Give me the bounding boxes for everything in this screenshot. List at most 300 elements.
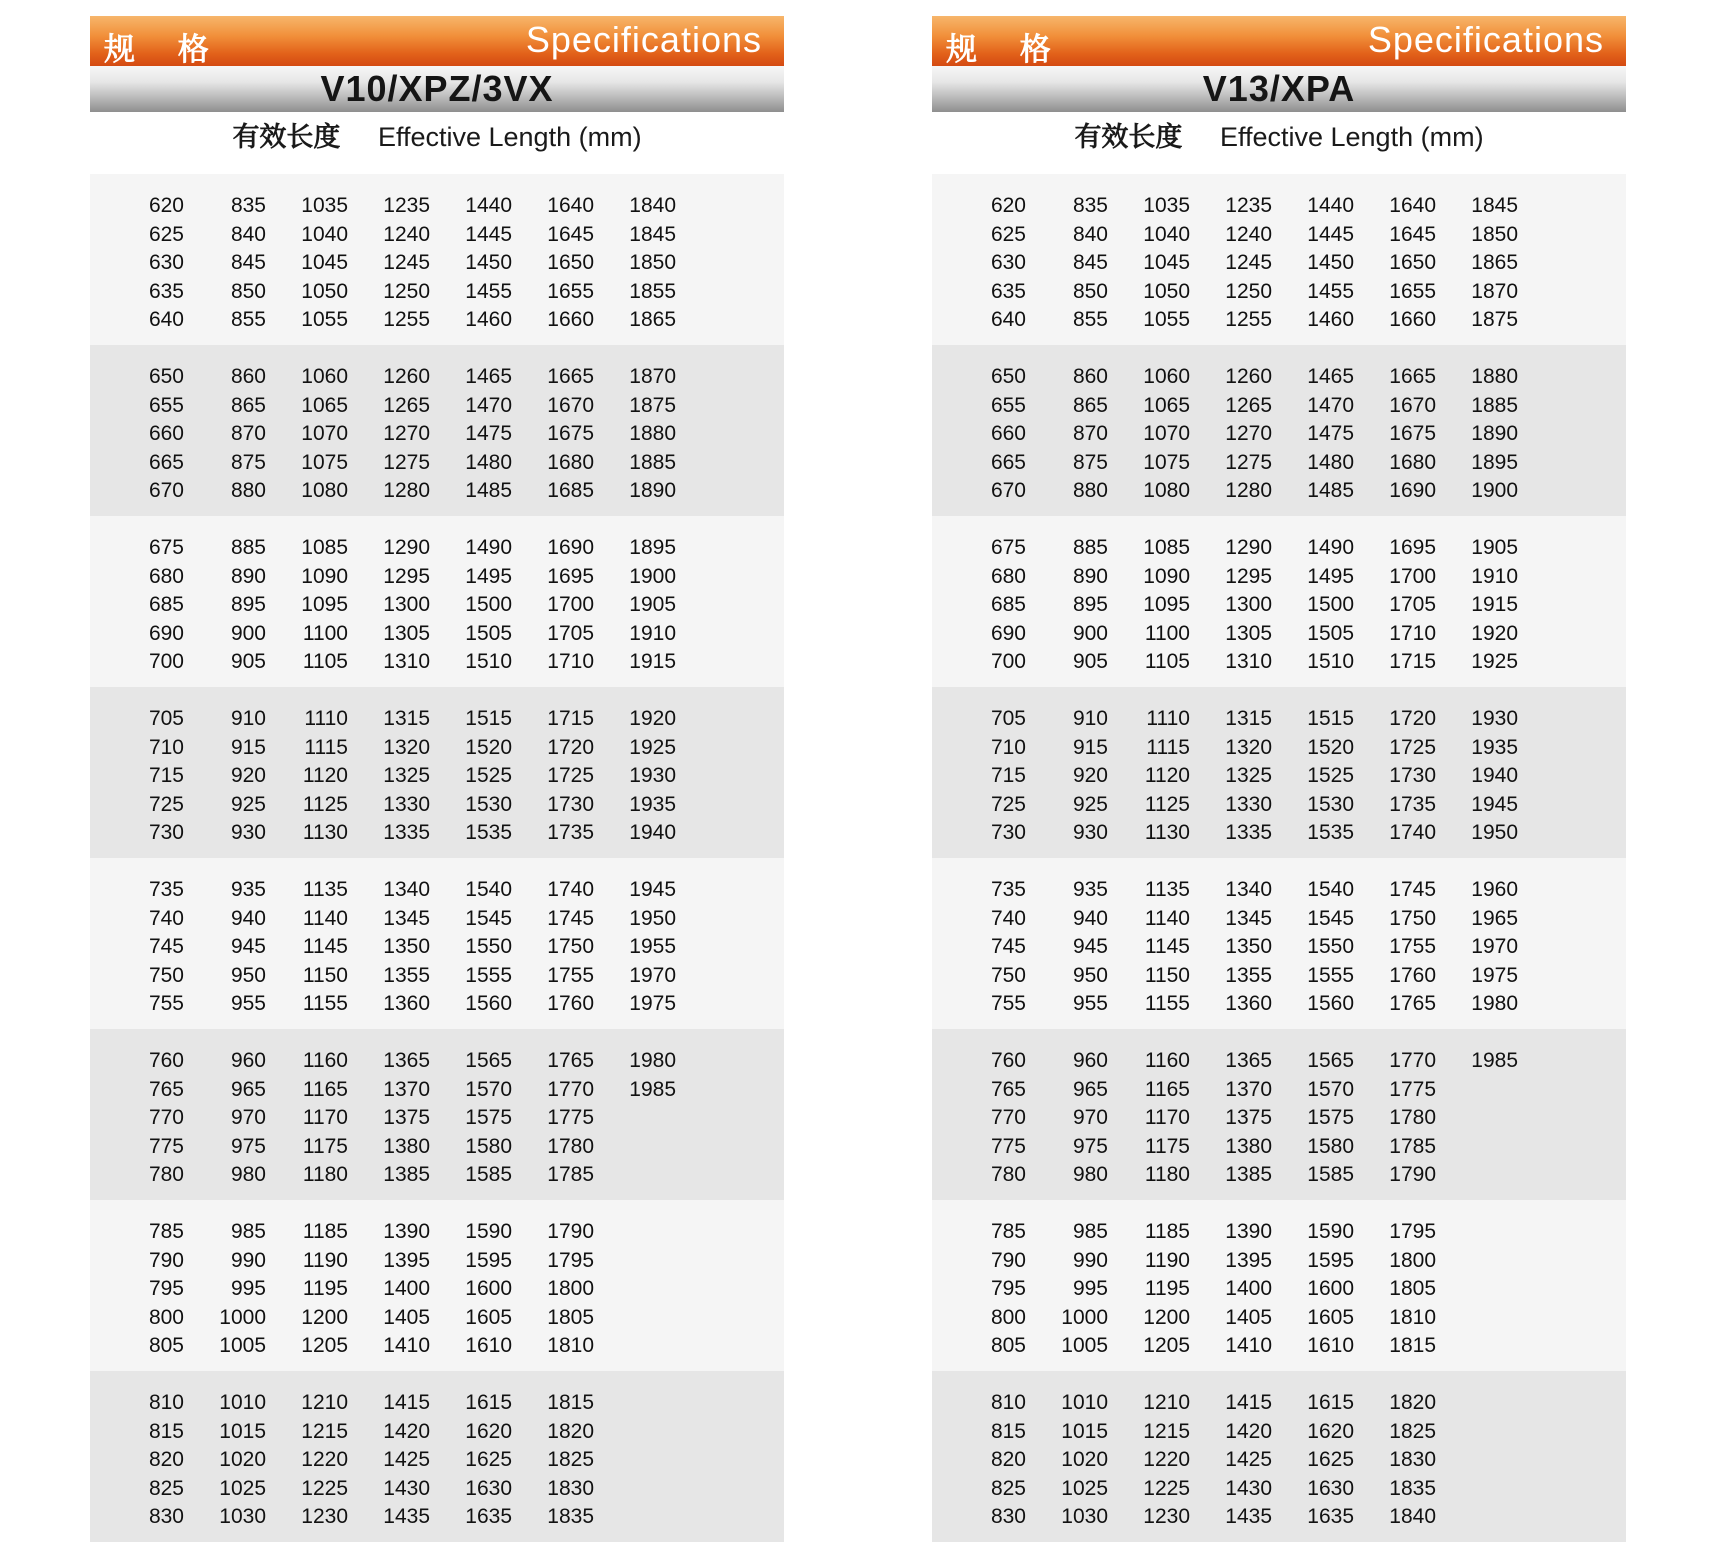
table-row — [90, 278, 784, 307]
length-value: 1430 — [383, 1476, 430, 1500]
table-row — [90, 620, 784, 649]
length-value: 1475 — [1307, 422, 1354, 446]
length-value: 1805 — [1389, 1277, 1436, 1301]
table-row — [932, 278, 1626, 307]
length-value: 1395 — [383, 1248, 430, 1272]
length-value: 940 — [1072, 906, 1108, 930]
length-value: 1190 — [302, 1248, 348, 1272]
length-value: 945 — [1072, 935, 1108, 959]
length-value: 625 — [990, 222, 1026, 246]
length-value: 1830 — [547, 1476, 594, 1500]
length-value: 1680 — [547, 450, 594, 474]
length-value: 1870 — [1471, 279, 1518, 303]
length-value: 1520 — [1307, 735, 1354, 759]
length-value: 1055 — [301, 308, 348, 332]
length-value: 735 — [148, 878, 184, 901]
table-row — [90, 1275, 784, 1304]
length-value: 1925 — [629, 735, 676, 759]
length-value: 935 — [230, 878, 266, 901]
table-row — [90, 1503, 784, 1532]
length-value: 1385 — [383, 1163, 430, 1187]
length-value: 1350 — [383, 935, 430, 959]
length-value: 1555 — [1307, 963, 1354, 987]
length-value: 1410 — [1225, 1334, 1272, 1358]
length-value: 1665 — [1389, 365, 1436, 388]
length-value: 1130 — [302, 821, 348, 845]
row-group — [932, 516, 1626, 687]
spec-header-bar — [90, 16, 784, 66]
length-value: 990 — [1072, 1248, 1108, 1272]
length-value: 1185 — [1144, 1220, 1190, 1243]
length-value: 855 — [1072, 308, 1108, 332]
length-value: 835 — [230, 194, 266, 217]
table-row — [932, 221, 1626, 250]
length-value: 1650 — [547, 251, 594, 275]
length-value: 1880 — [1471, 365, 1518, 388]
length-value: 1595 — [465, 1248, 512, 1272]
table-row — [90, 705, 784, 734]
length-value: 655 — [148, 393, 184, 417]
length-value: 875 — [230, 450, 266, 474]
length-value: 1105 — [1144, 650, 1190, 674]
length-value: 845 — [230, 251, 266, 275]
table-row — [90, 563, 784, 592]
length-value: 1765 — [547, 1049, 594, 1072]
length-value: 1125 — [302, 792, 348, 816]
table-row — [90, 534, 784, 563]
length-value: 1785 — [1389, 1134, 1436, 1158]
length-value: 1435 — [383, 1505, 430, 1529]
length-value: 880 — [1072, 479, 1108, 503]
length-value: 715 — [148, 764, 184, 788]
length-value: 710 — [148, 735, 184, 759]
length-value: 1545 — [465, 906, 512, 930]
table-row — [932, 1332, 1626, 1361]
length-value: 1670 — [1389, 393, 1436, 417]
row-group — [90, 174, 784, 345]
length-value: 1170 — [302, 1106, 348, 1130]
length-value — [594, 1332, 676, 1361]
length-value: 1365 — [383, 1049, 430, 1072]
length-value: 1930 — [1471, 707, 1518, 730]
length-value: 965 — [230, 1077, 266, 1101]
length-value: 800 — [990, 1305, 1026, 1329]
length-value: 655 — [990, 393, 1026, 417]
length-value: 1535 — [465, 821, 512, 845]
length-value: 1935 — [629, 792, 676, 816]
length-value: 1490 — [465, 536, 512, 559]
length-value: 1005 — [219, 1334, 266, 1358]
length-value: 1880 — [629, 422, 676, 446]
length-value: 1225 — [301, 1476, 348, 1500]
length-value: 755 — [148, 992, 184, 1016]
length-value: 750 — [990, 963, 1026, 987]
length-value: 1275 — [1225, 450, 1272, 474]
length-value: 1835 — [1389, 1476, 1436, 1500]
length-value: 1850 — [629, 251, 676, 275]
length-value: 1325 — [1225, 764, 1272, 788]
length-value: 1510 — [1307, 650, 1354, 674]
length-value: 895 — [1072, 593, 1108, 617]
length-value: 1965 — [1471, 906, 1518, 930]
length-value: 1675 — [1389, 422, 1436, 446]
length-value: 1360 — [383, 992, 430, 1016]
length-value: 760 — [990, 1049, 1026, 1072]
length-value: 1580 — [465, 1134, 512, 1158]
length-value: 685 — [990, 593, 1026, 617]
length-value: 805 — [990, 1334, 1026, 1358]
length-value: 1100 — [1144, 621, 1190, 645]
length-value: 1165 — [1144, 1077, 1190, 1101]
table-row — [90, 1389, 784, 1418]
length-value: 620 — [148, 194, 184, 217]
length-value: 1705 — [1389, 593, 1436, 617]
table-row — [90, 1104, 784, 1133]
length-value: 1175 — [1144, 1134, 1190, 1158]
length-value: 1515 — [1307, 707, 1354, 730]
length-label-english: Effective Length (mm) — [377, 122, 642, 152]
length-value: 1465 — [1307, 365, 1354, 388]
length-value: 1800 — [1389, 1248, 1436, 1272]
length-value: 1810 — [1389, 1305, 1436, 1329]
length-value: 1690 — [1389, 479, 1436, 503]
length-value: 1525 — [465, 764, 512, 788]
length-value: 1940 — [1471, 764, 1518, 788]
table-row — [90, 363, 784, 392]
length-value: 1500 — [465, 593, 512, 617]
length-value: 1725 — [1389, 735, 1436, 759]
length-label — [90, 112, 784, 162]
table-row — [932, 1133, 1626, 1162]
length-value: 1220 — [301, 1448, 348, 1472]
length-value: 1415 — [383, 1391, 430, 1414]
length-value: 1290 — [383, 536, 430, 559]
length-value: 1780 — [1389, 1106, 1436, 1130]
length-value: 1715 — [1389, 650, 1436, 674]
spec-panel-v10 — [90, 16, 784, 1542]
length-value: 1425 — [383, 1448, 430, 1472]
table-row — [90, 1218, 784, 1247]
length-value: 1020 — [1061, 1448, 1108, 1472]
length-value: 1635 — [465, 1505, 512, 1529]
length-value: 1830 — [1389, 1448, 1436, 1472]
row-group — [932, 1200, 1626, 1371]
length-value: 1295 — [383, 564, 430, 588]
length-value: 1220 — [1143, 1448, 1190, 1472]
length-value: 1930 — [629, 764, 676, 788]
length-value: 1605 — [1307, 1305, 1354, 1329]
length-value: 1490 — [1307, 536, 1354, 559]
length-value: 1110 — [304, 707, 348, 730]
length-value: 1770 — [547, 1077, 594, 1101]
length-value: 925 — [1072, 792, 1108, 816]
length-value: 1985 — [629, 1077, 676, 1101]
length-label-english: Effective Length (mm) — [1219, 122, 1484, 152]
length-value: 975 — [230, 1134, 266, 1158]
length-value: 905 — [1072, 650, 1108, 674]
table-row — [90, 392, 784, 421]
length-value: 1525 — [1307, 764, 1354, 788]
length-value: 805 — [148, 1334, 184, 1358]
length-value: 1265 — [1225, 393, 1272, 417]
length-value: 1740 — [1389, 821, 1436, 845]
length-value: 1575 — [465, 1106, 512, 1130]
table-row — [932, 534, 1626, 563]
length-value: 725 — [148, 792, 184, 816]
length-value: 1610 — [1307, 1334, 1354, 1358]
length-value: 1645 — [1389, 222, 1436, 246]
length-value: 1910 — [629, 621, 676, 645]
length-value: 1495 — [1307, 564, 1354, 588]
length-value: 1695 — [1389, 536, 1436, 559]
table-row — [932, 1304, 1626, 1333]
length-table — [932, 174, 1626, 1542]
length-value: 1270 — [1225, 422, 1272, 446]
length-value: 660 — [990, 422, 1026, 446]
length-value: 1820 — [547, 1419, 594, 1443]
length-value: 1900 — [629, 564, 676, 588]
length-value: 1485 — [465, 479, 512, 503]
table-row — [90, 791, 784, 820]
row-group — [932, 1371, 1626, 1542]
length-value: 1210 — [301, 1391, 348, 1414]
length-value: 1025 — [219, 1476, 266, 1500]
length-value: 1545 — [1307, 906, 1354, 930]
length-value — [594, 1446, 676, 1475]
length-value: 740 — [148, 906, 184, 930]
length-value: 1155 — [1144, 992, 1190, 1016]
table-row — [932, 876, 1626, 905]
length-value: 1335 — [1225, 821, 1272, 845]
length-value: 1095 — [1143, 593, 1190, 617]
table-row — [932, 1275, 1626, 1304]
length-value: 1890 — [1471, 422, 1518, 446]
length-value: 1600 — [1307, 1277, 1354, 1301]
length-value: 1875 — [1471, 308, 1518, 332]
length-value: 1590 — [1307, 1220, 1354, 1243]
length-value: 1470 — [465, 393, 512, 417]
length-value: 1315 — [1225, 707, 1272, 730]
length-value: 1660 — [547, 308, 594, 332]
length-value: 1230 — [301, 1505, 348, 1529]
table-row — [932, 1475, 1626, 1504]
length-value: 1270 — [383, 422, 430, 446]
length-value — [1436, 1104, 1518, 1133]
table-row — [90, 1076, 784, 1105]
length-value: 1755 — [1389, 935, 1436, 959]
length-value: 900 — [230, 621, 266, 645]
length-value: 985 — [230, 1220, 266, 1243]
length-value: 775 — [148, 1134, 184, 1158]
length-value — [1436, 1218, 1518, 1247]
length-value: 1320 — [383, 735, 430, 759]
length-value: 1090 — [1143, 564, 1190, 588]
length-value: 1375 — [383, 1106, 430, 1130]
length-value: 830 — [148, 1505, 184, 1529]
length-value: 985 — [1072, 1220, 1108, 1243]
length-value: 1530 — [1307, 792, 1354, 816]
length-value: 1280 — [1225, 479, 1272, 503]
length-value — [1436, 1133, 1518, 1162]
table-row — [932, 1161, 1626, 1190]
length-value: 1000 — [1061, 1305, 1108, 1329]
length-value: 1810 — [547, 1334, 594, 1358]
length-value: 1190 — [1144, 1248, 1190, 1272]
length-value: 1585 — [465, 1163, 512, 1187]
length-value: 1145 — [1144, 935, 1190, 959]
length-value: 1630 — [465, 1476, 512, 1500]
header-english-title: Specifications — [525, 19, 762, 60]
length-label — [932, 112, 1626, 162]
length-value: 1795 — [1389, 1220, 1436, 1243]
length-value: 865 — [1072, 393, 1108, 417]
length-value: 1305 — [383, 621, 430, 645]
length-value: 1255 — [383, 308, 430, 332]
length-value: 810 — [990, 1391, 1026, 1414]
length-value: 790 — [990, 1248, 1026, 1272]
length-value: 1120 — [302, 764, 348, 788]
length-value: 765 — [990, 1077, 1026, 1101]
length-value: 1150 — [302, 963, 348, 987]
table-row — [932, 734, 1626, 763]
length-value: 870 — [1072, 422, 1108, 446]
length-value: 1505 — [465, 621, 512, 645]
length-value — [594, 1218, 676, 1247]
length-value: 640 — [990, 308, 1026, 332]
length-value: 1960 — [1471, 878, 1518, 901]
length-value: 1945 — [629, 878, 676, 901]
length-value: 855 — [230, 308, 266, 332]
length-value: 780 — [990, 1163, 1026, 1187]
length-value: 1170 — [1144, 1106, 1190, 1130]
length-value: 635 — [148, 279, 184, 303]
table-row — [932, 1503, 1626, 1532]
length-value: 1160 — [302, 1049, 348, 1072]
table-row — [90, 1446, 784, 1475]
length-value: 735 — [990, 878, 1026, 901]
length-value: 1365 — [1225, 1049, 1272, 1072]
length-value: 1440 — [465, 194, 512, 217]
length-value: 1790 — [547, 1220, 594, 1243]
length-value: 1480 — [465, 450, 512, 474]
length-value: 1710 — [1389, 621, 1436, 645]
length-value: 1585 — [1307, 1163, 1354, 1187]
length-value — [1436, 1389, 1518, 1418]
length-value: 1570 — [1307, 1077, 1354, 1101]
length-value: 770 — [148, 1106, 184, 1130]
length-value: 1640 — [1389, 194, 1436, 217]
length-value: 1890 — [629, 479, 676, 503]
table-row — [90, 420, 784, 449]
length-value: 1865 — [1471, 251, 1518, 275]
length-value: 900 — [1072, 621, 1108, 645]
length-value: 955 — [1072, 992, 1108, 1016]
length-value: 940 — [230, 906, 266, 930]
length-value — [1436, 1503, 1518, 1532]
length-value: 1260 — [383, 365, 430, 388]
length-value: 1050 — [301, 279, 348, 303]
length-value: 860 — [230, 365, 266, 388]
length-value — [594, 1389, 676, 1418]
length-value — [594, 1304, 676, 1333]
length-value: 1440 — [1307, 194, 1354, 217]
spec-panel-v13 — [932, 16, 1626, 1542]
table-row — [90, 1418, 784, 1447]
length-value: 960 — [230, 1049, 266, 1072]
length-value: 1865 — [629, 308, 676, 332]
length-value: 1720 — [1389, 707, 1436, 730]
table-row — [932, 563, 1626, 592]
length-value — [1436, 1161, 1518, 1190]
length-value: 725 — [990, 792, 1026, 816]
length-value: 1905 — [1471, 536, 1518, 559]
length-value: 970 — [1072, 1106, 1108, 1130]
length-value: 1215 — [1143, 1419, 1190, 1443]
table-row — [932, 477, 1626, 506]
length-value: 1265 — [383, 393, 430, 417]
length-value: 1595 — [1307, 1248, 1354, 1272]
length-value: 1480 — [1307, 450, 1354, 474]
length-value: 1790 — [1389, 1163, 1436, 1187]
length-value: 1745 — [1389, 878, 1436, 901]
length-value: 820 — [148, 1448, 184, 1472]
length-value: 920 — [230, 764, 266, 788]
length-value: 1800 — [547, 1277, 594, 1301]
length-value: 1240 — [383, 222, 430, 246]
length-value: 1875 — [629, 393, 676, 417]
length-value: 910 — [1072, 707, 1108, 730]
length-value: 1125 — [1144, 792, 1190, 816]
length-value: 760 — [148, 1049, 184, 1072]
length-value: 1655 — [1389, 279, 1436, 303]
length-value: 685 — [148, 593, 184, 617]
length-value: 1250 — [1225, 279, 1272, 303]
length-value: 885 — [1072, 536, 1108, 559]
length-value: 1140 — [1144, 906, 1190, 930]
length-value: 1705 — [547, 621, 594, 645]
table-row — [932, 962, 1626, 991]
length-value: 1200 — [1143, 1305, 1190, 1329]
length-value: 1655 — [547, 279, 594, 303]
length-value: 1245 — [1225, 251, 1272, 275]
length-value: 1670 — [547, 393, 594, 417]
length-value: 1855 — [629, 279, 676, 303]
length-value: 1005 — [1061, 1334, 1108, 1358]
length-value: 1280 — [383, 479, 430, 503]
length-value: 965 — [1072, 1077, 1108, 1101]
length-value: 1195 — [302, 1277, 348, 1301]
length-value — [594, 1418, 676, 1447]
table-row — [932, 905, 1626, 934]
length-value: 1815 — [1389, 1334, 1436, 1358]
length-value: 1495 — [465, 564, 512, 588]
length-value: 1640 — [547, 194, 594, 217]
length-value: 1015 — [1061, 1419, 1108, 1443]
length-value: 1035 — [1143, 194, 1190, 217]
length-value: 1105 — [302, 650, 348, 674]
length-value: 1310 — [383, 650, 430, 674]
length-value: 1735 — [547, 821, 594, 845]
length-value: 675 — [990, 536, 1026, 559]
length-value: 665 — [990, 450, 1026, 474]
length-value: 950 — [230, 963, 266, 987]
length-value: 1485 — [1307, 479, 1354, 503]
length-value: 1695 — [547, 564, 594, 588]
length-value: 1760 — [547, 992, 594, 1016]
length-value: 1410 — [383, 1334, 430, 1358]
length-value: 1210 — [1143, 1391, 1190, 1414]
length-value: 1730 — [1389, 764, 1436, 788]
